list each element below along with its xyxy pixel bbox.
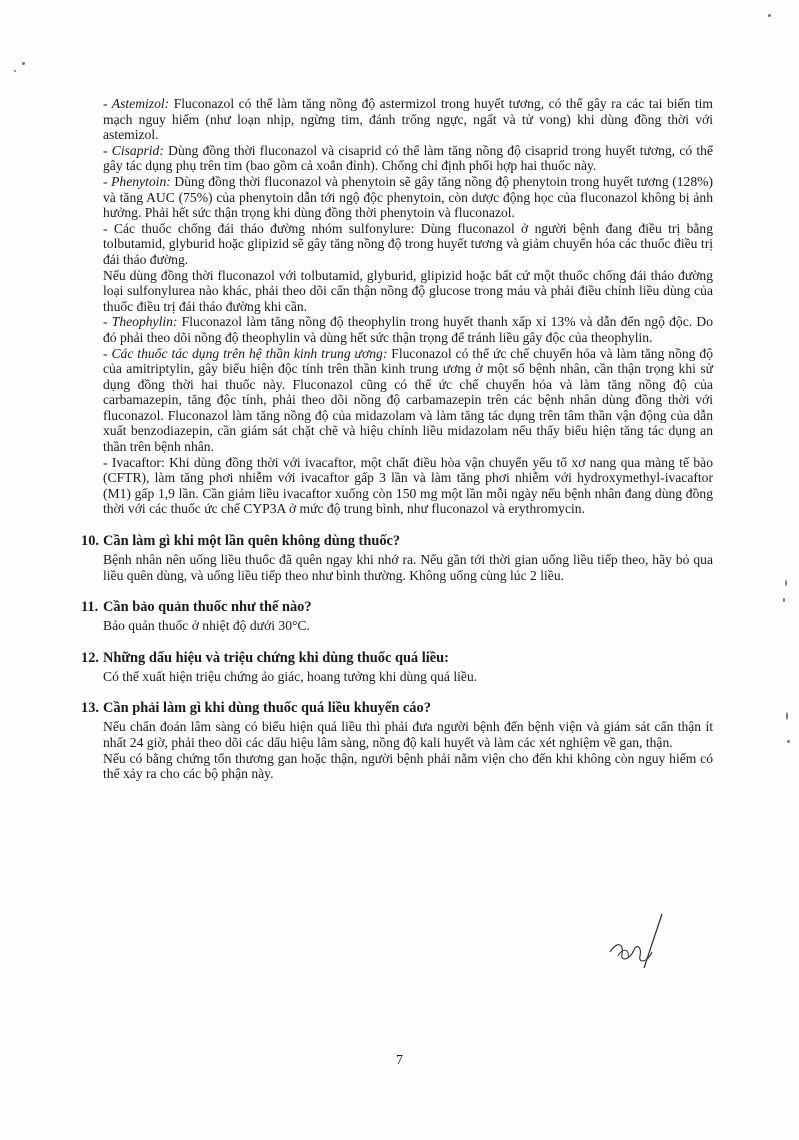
interaction-item bbox=[103, 268, 713, 315]
interaction-item bbox=[103, 314, 713, 345]
section-heading bbox=[81, 599, 713, 616]
scan-speck-top-left-2 bbox=[14, 70, 16, 72]
interactions-list bbox=[103, 96, 713, 517]
section-paragraph: Bảo quản thuốc ở nhiệt độ dưới 30°C. bbox=[103, 618, 310, 634]
interaction-item bbox=[103, 174, 713, 221]
page-number: 7 bbox=[396, 1053, 403, 1068]
section-heading bbox=[81, 650, 713, 667]
interaction-text: Nếu dùng đồng thời fluconazol với tolbutamid, glyburid, glipizid hoặc bất cứ một thuốc chống đái tháo đường loại sulfonylurea nào khác, phải theo dõi cẩn thận nồng độ glucose trong máu và phải điều chỉnh liều dùng của thuốc điều trị đái tháo đường khi cần. bbox=[103, 267, 713, 314]
document-body bbox=[81, 96, 714, 782]
section-missed-dose bbox=[81, 533, 713, 583]
section-number: 12. bbox=[81, 649, 99, 666]
section-title: Cần phải làm gì khi dùng thuốc quá liều khuyến cáo? bbox=[103, 700, 431, 717]
section-paragraph: Bệnh nhân nên uống liều thuốc đã quên ngay khi nhớ ra. Nếu gần tới thời gian uống liều tiếp theo, hãy bỏ qua liều quên dùng, và uống liều tiếp theo như bình thường. Không uống cùng lúc 2 liều. bbox=[103, 552, 713, 583]
interaction-lead: - Phenytoin: bbox=[103, 173, 171, 189]
interaction-lead: - Cisaprid: bbox=[103, 142, 164, 158]
interaction-lead: - Theophylin: bbox=[103, 314, 178, 330]
interaction-item bbox=[103, 143, 713, 174]
section-heading bbox=[81, 700, 713, 717]
scan-speck-top-left bbox=[22, 62, 25, 65]
section-paragraph: Nếu chẩn đoán lâm sàng có biểu hiện quá liều thì phải đưa người bệnh đến bệnh viện và giám sát cẩn thận ít nhất 24 giờ, phải theo dõi các dấu hiệu lâm sàng, nồng độ kali huyết và làm các xét nghiệm về gan, thận. bbox=[103, 719, 713, 750]
scan-speck-right-1 bbox=[785, 580, 787, 586]
section-title: Cần bảo quản thuốc như thế nào? bbox=[103, 599, 312, 616]
interaction-lead: - Các thuốc tác dụng trên hệ thần kinh trung ương: bbox=[103, 345, 388, 361]
interaction-text: Dùng đồng thời fluconazol và cisaprid có thể làm tăng nồng độ cisaprid trong huyết tương, có thể gây tác dụng phụ trên tim (bao gồm cả xoắn đỉnh). Chống chỉ định phối hợp hai thuốc này. bbox=[103, 142, 713, 174]
interaction-item bbox=[103, 346, 713, 455]
interaction-text: Fluconazol có thể ức chế chuyển hóa và làm tăng nồng độ của amitriptylin, gây biểu hiện độc tính trên thần kinh trung ương ở một số bệnh nhân, cần thận trọng khi sử dụng đồng thời hai thuốc này. Fluconazol cũng có thể ức chế chuyển hóa và làm tăng nồng độ của carbamazepin, tăng độc tính, phải theo dõi nồng độ carbamazepin trên các bệnh nhân dùng đồng thời với fluconazol. Fluconazol làm tăng nồng độ của midazolam và làm tăng tác dụng trên tâm thần vận động của dẫn xuất benzodiazepin, cần giám sát chặt chẽ và hiệu chỉnh liều midazolam nếu thấy biểu hiện tăng tác dụng an thần trên bệnh nhân. bbox=[103, 345, 714, 455]
interaction-text: Dùng đồng thời fluconazol và phenytoin sẽ gây tăng nồng độ phenytoin trong huyết tương (128%) và tăng AUC (75%) của phenytoin dẫn tới ngộ độc phenytoin, còn dược động học của fluconazol không bị ảnh hưởng. Phải hết sức thận trọng khi dùng đồng thời phenytoin và fluconazol. bbox=[103, 173, 713, 221]
section-paragraph: Nếu có bằng chứng tổn thương gan hoặc thận, người bệnh phải nằm viện cho đến khi không còn nguy hiểm có thể xảy ra cho các bộ phận này. bbox=[103, 750, 713, 782]
signature-mark bbox=[600, 912, 670, 972]
interaction-lead: - Astemizol: bbox=[103, 96, 170, 111]
interaction-text: Fluconazol làm tăng nồng độ theophylin trong huyết thanh xấp xỉ 13% và dẫn đến ngộ độc. Do đó phải theo dõi nồng độ theophylin và dùng hết sức thận trọng để tránh liều gây độc của theophylin. bbox=[103, 314, 713, 345]
scan-speck-right-4 bbox=[787, 740, 790, 743]
interaction-text: Fluconazol có thể làm tăng nồng độ astermizol trong huyết tương, có thể gây ra các tai biến tim mạch nguy hiểm (như loạn nhịp, ngừng tim, đánh trống ngực, ngất và tử vong) khi dùng đồng thời với astemizol. bbox=[103, 96, 713, 143]
scan-speck-right-2 bbox=[783, 598, 785, 602]
scan-speck-top-right bbox=[768, 14, 771, 17]
section-number: 13. bbox=[81, 700, 99, 717]
interaction-text: - Các thuốc chống đái tháo đường nhóm sulfonylure: Dùng fluconazol ở người bệnh đang điều trị bằng tolbutamid, glyburid hoặc glipizid sẽ gây tăng nồng độ trong huyết tương và giảm chuyển hóa các thuốc điều trị đái tháo đường. bbox=[103, 220, 713, 267]
section-overdose-action bbox=[81, 700, 713, 782]
section-number: 10. bbox=[81, 533, 99, 550]
section-heading bbox=[81, 533, 713, 550]
interaction-text: - Ivacaftor: Khi dùng đồng thời với ivacaftor, một chất điều hòa vận chuyển yếu tố xơ nang qua màng tế bào (CFTR), làm tăng phơi nhiễm với ivacaftor gấp 3 lần và làm tăng phơi nhiễm với hydroxymethyl-ivacaftor (M1) gấp 1,9 lần. Cần giảm liều ivacaftor xuống còn 150 mg một lần mỗi ngày nếu bệnh nhân đang dùng đồng thời với các thuốc ức chế CYP3A ở mức độ trung bình, như fluconazol và erythromycin. bbox=[103, 454, 713, 517]
section-title: Những dấu hiệu và triệu chứng khi dùng thuốc quá liều: bbox=[103, 649, 449, 666]
section-title: Cần làm gì khi một lần quên không dùng thuốc? bbox=[103, 533, 401, 550]
section-paragraph: Có thể xuất hiện triệu chứng ảo giác, hoang tưởng khi dùng quá liều. bbox=[103, 668, 478, 684]
section-storage bbox=[81, 599, 713, 634]
scan-speck-right-3 bbox=[786, 712, 788, 720]
interaction-item bbox=[103, 96, 713, 143]
interaction-item bbox=[103, 455, 713, 517]
interaction-item bbox=[103, 221, 713, 268]
section-overdose-signs bbox=[81, 649, 713, 685]
section-number: 11. bbox=[81, 599, 99, 616]
